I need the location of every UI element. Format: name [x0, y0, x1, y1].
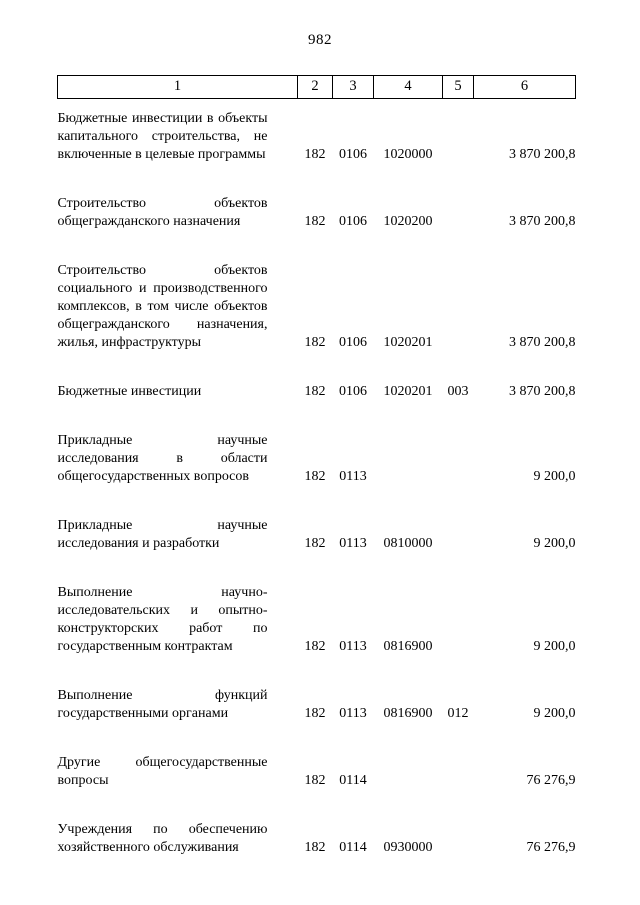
description-cell: Строительство объектов социального и производственного комплексов, в том числе объектов общегражданского назначения, жилья, инфраструктуры — [57, 263, 268, 350]
table-row — [58, 432, 576, 517]
chapter-code-cell: 182 — [304, 706, 326, 721]
column-header-4: 4 — [374, 76, 443, 99]
target-article-cell: 0816900 — [383, 706, 433, 721]
column-header-1: 1 — [58, 76, 298, 99]
column-header-3: 3 — [333, 76, 374, 99]
section-code-cell: 0113 — [339, 639, 367, 654]
description-cell: Выполнение функций государственными органами — [57, 688, 268, 721]
expense-type-cell — [443, 584, 474, 687]
chapter-code-cell: 182 — [304, 147, 326, 162]
target-article-cell: 0816900 — [383, 639, 433, 654]
chapter-code-cell: 182 — [304, 639, 326, 654]
description-cell: Прикладные научные исследования в области общегосударственных вопросов — [57, 433, 268, 484]
page-number: 982 — [308, 32, 332, 48]
amount-cell: 9 200,0 — [533, 469, 576, 484]
expense-type-cell — [443, 99, 474, 196]
description-cell: Выполнение научно-исследовательских и опытно-конструкторских работ по государственным контрактам — [57, 585, 268, 654]
chapter-code-cell: 182 — [304, 773, 326, 788]
target-article-cell — [374, 432, 443, 517]
table-header-row — [58, 76, 576, 99]
amount-cell: 9 200,0 — [533, 706, 576, 721]
expense-type-cell — [443, 195, 474, 262]
chapter-code-cell: 182 — [304, 384, 326, 399]
table-row — [58, 584, 576, 687]
chapter-code-cell: 182 — [304, 335, 326, 350]
description-cell: Прикладные научные исследования и разработки — [57, 518, 268, 551]
table-row — [58, 821, 576, 865]
amount-cell: 76 276,9 — [526, 840, 576, 855]
description-cell: Бюджетные инвестиции в объекты капитального строительства, не включенные в целевые программы — [57, 111, 268, 162]
section-code-cell: 0106 — [339, 384, 367, 399]
table-row — [58, 383, 576, 432]
expense-type-cell — [443, 432, 474, 517]
description-cell: Строительство объектов общегражданского назначения — [57, 196, 268, 229]
table-row — [58, 262, 576, 383]
table-row — [58, 754, 576, 821]
table-row — [58, 687, 576, 754]
section-code-cell: 0113 — [339, 536, 367, 551]
expense-type-cell — [443, 821, 474, 865]
chapter-code-cell: 182 — [304, 469, 326, 484]
column-header-6: 6 — [474, 76, 576, 99]
target-article-cell: 1020000 — [383, 147, 433, 162]
amount-cell: 9 200,0 — [533, 536, 576, 551]
chapter-code-cell: 182 — [304, 840, 326, 855]
table-row — [58, 517, 576, 584]
chapter-code-cell: 182 — [304, 214, 326, 229]
section-code-cell: 0113 — [339, 469, 367, 484]
target-article-cell: 1020201 — [383, 384, 433, 399]
amount-cell: 3 870 200,8 — [509, 147, 576, 162]
expense-type-cell — [443, 754, 474, 821]
budget-table — [57, 75, 576, 865]
expense-type-cell — [443, 517, 474, 584]
target-article-cell: 1020200 — [383, 214, 433, 229]
column-header-5: 5 — [443, 76, 474, 99]
amount-cell: 9 200,0 — [533, 639, 576, 654]
target-article-cell: 1020201 — [383, 335, 433, 350]
section-code-cell: 0106 — [339, 214, 367, 229]
chapter-code-cell: 182 — [304, 536, 326, 551]
expense-type-cell — [443, 262, 474, 383]
target-article-cell: 0810000 — [383, 536, 433, 551]
amount-cell: 3 870 200,8 — [509, 335, 576, 350]
description-cell: Бюджетные инвестиции — [57, 384, 202, 399]
section-code-cell: 0114 — [339, 840, 367, 855]
description-cell: Учреждения по обеспечению хозяйственного обслуживания — [57, 822, 268, 855]
amount-cell: 76 276,9 — [526, 773, 576, 788]
expense-type-cell: 012 — [447, 706, 469, 721]
table-row — [58, 195, 576, 262]
section-code-cell: 0114 — [339, 773, 367, 788]
description-cell: Другие общегосударственные вопросы — [57, 755, 268, 788]
section-code-cell: 0106 — [339, 335, 367, 350]
section-code-cell: 0106 — [339, 147, 367, 162]
amount-cell: 3 870 200,8 — [509, 214, 576, 229]
column-header-2: 2 — [298, 76, 333, 99]
amount-cell: 3 870 200,8 — [509, 384, 576, 399]
section-code-cell: 0113 — [339, 706, 367, 721]
target-article-cell — [374, 754, 443, 821]
table-row — [58, 99, 576, 196]
expense-type-cell: 003 — [447, 384, 469, 399]
target-article-cell: 0930000 — [383, 840, 433, 855]
